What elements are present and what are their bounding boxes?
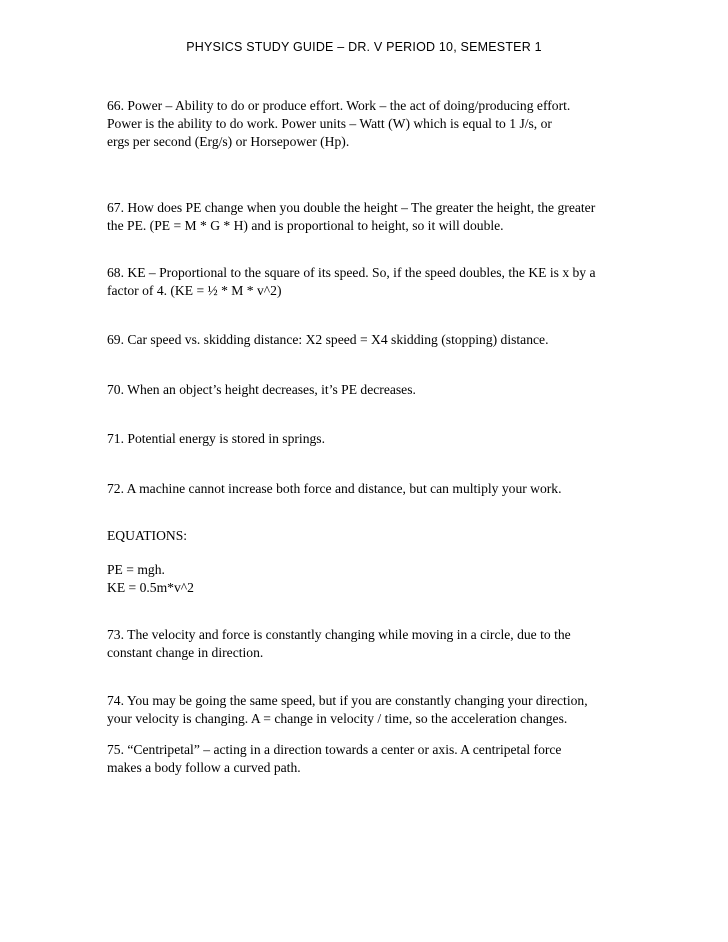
text-line: ergs per second (Erg/s) or Horsepower (Hp). <box>107 134 350 149</box>
question-73 <box>107 626 647 662</box>
equations-list <box>107 561 647 597</box>
text-line: constant change in direction. <box>107 645 264 660</box>
question-72 <box>107 480 647 498</box>
text-line: factor of 4. (KE = ½ * M * v^2) <box>107 283 282 298</box>
text-line: 71. Potential energy is stored in springs. <box>107 431 325 446</box>
question-67 <box>107 199 647 235</box>
text-line: makes a body follow a curved path. <box>107 760 301 775</box>
question-70 <box>107 381 647 399</box>
text-line: 67. How does PE change when you double the height – The greater the height, the greater <box>107 200 596 215</box>
text-line: 69. Car speed vs. skidding distance: X2 speed = X4 skidding (stopping) distance. <box>107 332 549 347</box>
question-75 <box>107 741 647 777</box>
text-line: 75. “Centripetal” – acting in a direction towards a center or axis. A centripetal force <box>107 742 562 757</box>
question-74 <box>107 692 647 728</box>
question-71 <box>107 430 647 448</box>
question-68 <box>107 264 647 300</box>
text-line: 74. You may be going the same speed, but if you are constantly changing your direction, <box>107 693 588 708</box>
equations-heading <box>107 527 647 545</box>
text-line: 66. Power – Ability to do or produce effort. Work – the act of doing/producing effort. <box>107 98 571 113</box>
text-line: your velocity is changing. A = change in velocity / time, so the acceleration changes. <box>107 711 568 726</box>
text-line: 73. The velocity and force is constantly changing while moving in a circle, due to the <box>107 627 571 642</box>
text-line: 72. A machine cannot increase both force and distance, but can multiply your work. <box>107 481 562 496</box>
text-line: the PE. (PE = M * G * H) and is proportional to height, so it will double. <box>107 218 504 233</box>
text-line: 68. KE – Proportional to the square of its speed. So, if the speed doubles, the KE is x by a <box>107 265 596 280</box>
text-line: Power is the ability to do work. Power units – Watt (W) which is equal to 1 J/s, or <box>107 116 552 131</box>
section-heading: EQUATIONS: <box>107 528 188 543</box>
question-69 <box>107 331 647 349</box>
question-66 <box>107 97 647 151</box>
text-line: 70. When an object’s height decreases, it’s PE decreases. <box>107 382 416 397</box>
equation-line: PE = mgh. <box>107 562 165 577</box>
equation-line: KE = 0.5m*v^2 <box>107 580 194 595</box>
page-header: PHYSICS STUDY GUIDE – DR. V PERIOD 10, SEMESTER 1 <box>186 40 542 54</box>
